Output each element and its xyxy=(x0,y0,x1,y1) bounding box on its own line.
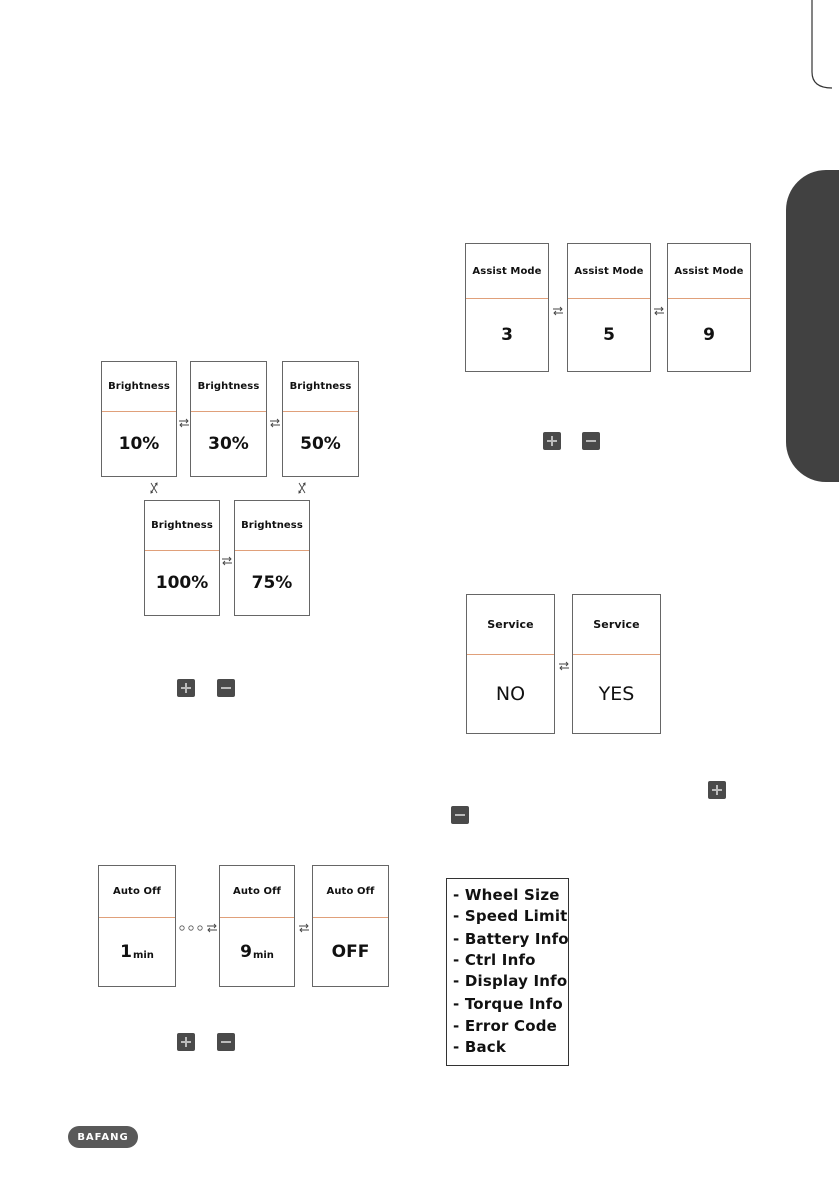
crop-mark xyxy=(810,0,839,90)
plus-button-icon xyxy=(543,432,561,450)
minus-button-icon xyxy=(217,1033,235,1051)
swap-arrows-icon xyxy=(178,417,190,429)
brightness-screen-50 xyxy=(282,361,359,477)
swap-arrows-icon xyxy=(653,305,665,317)
plus-button-icon xyxy=(708,781,726,799)
chapter-side-tab xyxy=(786,170,839,482)
service-screen-no xyxy=(466,594,555,734)
screen-header: Service xyxy=(467,595,554,655)
minus-button-icon xyxy=(217,679,235,697)
screen-value: NO xyxy=(495,683,526,705)
screen-value: 3 xyxy=(501,325,513,345)
swap-arrows-icon xyxy=(221,555,233,567)
swap-arrows-icon xyxy=(298,922,310,934)
screen-value: 9 xyxy=(703,325,715,345)
menu-item-wheel-size: - Wheel Size xyxy=(453,886,560,904)
screen-header: Service xyxy=(573,595,660,655)
swap-arrows-icon xyxy=(206,922,218,934)
screen-header: Assist Mode xyxy=(668,244,750,299)
swap-arrows-icon xyxy=(269,417,281,429)
auto-off-value: 9 xyxy=(240,942,252,962)
screen-header: Assist Mode xyxy=(568,244,650,299)
screen-value: 5 xyxy=(603,325,615,345)
screen-header: Auto Off xyxy=(220,866,294,918)
menu-item-torque-info: - Torque Info xyxy=(453,995,563,1013)
auto-off-screen-off xyxy=(312,865,389,987)
plus-button-icon xyxy=(177,1033,195,1051)
screen-header: Brightness xyxy=(283,362,358,412)
screen-header: Auto Off xyxy=(313,866,388,918)
auto-off-screen-1min xyxy=(98,865,176,987)
assist-mode-screen-9 xyxy=(667,243,751,372)
screen-value: YES xyxy=(598,683,635,705)
plus-button-icon xyxy=(177,679,195,697)
menu-item-ctrl-info: - Ctrl Info xyxy=(453,951,536,969)
screen-value: 30% xyxy=(208,434,249,454)
swap-arrows-icon xyxy=(552,305,564,317)
swap-arrows-icon xyxy=(148,482,160,494)
menu-item-speed-limit: - Speed Limit xyxy=(453,907,568,925)
info-menu-screen xyxy=(446,878,569,1066)
brightness-screen-10 xyxy=(101,361,177,477)
screen-value xyxy=(220,918,294,986)
screen-header: Brightness xyxy=(145,501,219,551)
screen-value: 10% xyxy=(118,434,160,454)
swap-arrows-icon xyxy=(558,660,570,672)
minus-button-icon xyxy=(451,806,469,824)
menu-item-battery-info: - Battery Info xyxy=(453,930,569,948)
screen-header: Brightness xyxy=(191,362,266,412)
screen-header: Brightness xyxy=(102,362,176,412)
menu-item-display-info: - Display Info xyxy=(453,972,568,990)
service-screen-yes xyxy=(572,594,661,734)
screen-value: OFF xyxy=(331,942,370,962)
auto-off-unit: min xyxy=(252,949,274,961)
brightness-screen-100 xyxy=(144,500,220,616)
auto-off-unit: min xyxy=(132,949,154,961)
screen-header: Assist Mode xyxy=(466,244,548,299)
minus-button-icon xyxy=(582,432,600,450)
auto-off-value: 1 xyxy=(120,942,132,962)
swap-arrows-icon xyxy=(296,482,308,494)
bafang-logo: BAFANG xyxy=(68,1126,138,1148)
auto-off-screen-9min xyxy=(219,865,295,987)
assist-mode-screen-3 xyxy=(465,243,549,372)
ellipsis-dots-icon xyxy=(178,924,206,932)
brightness-screen-75 xyxy=(234,500,310,616)
screen-header: Auto Off xyxy=(99,866,175,918)
brightness-screen-30 xyxy=(190,361,267,477)
screen-value: 75% xyxy=(251,573,293,593)
assist-mode-screen-5 xyxy=(567,243,651,372)
screen-value xyxy=(99,918,175,986)
menu-item-error-code: - Error Code xyxy=(453,1017,558,1035)
menu-item-back: - Back xyxy=(453,1038,507,1056)
screen-value: 100% xyxy=(155,573,209,593)
screen-header: Brightness xyxy=(235,501,309,551)
screen-value: 50% xyxy=(300,434,341,454)
